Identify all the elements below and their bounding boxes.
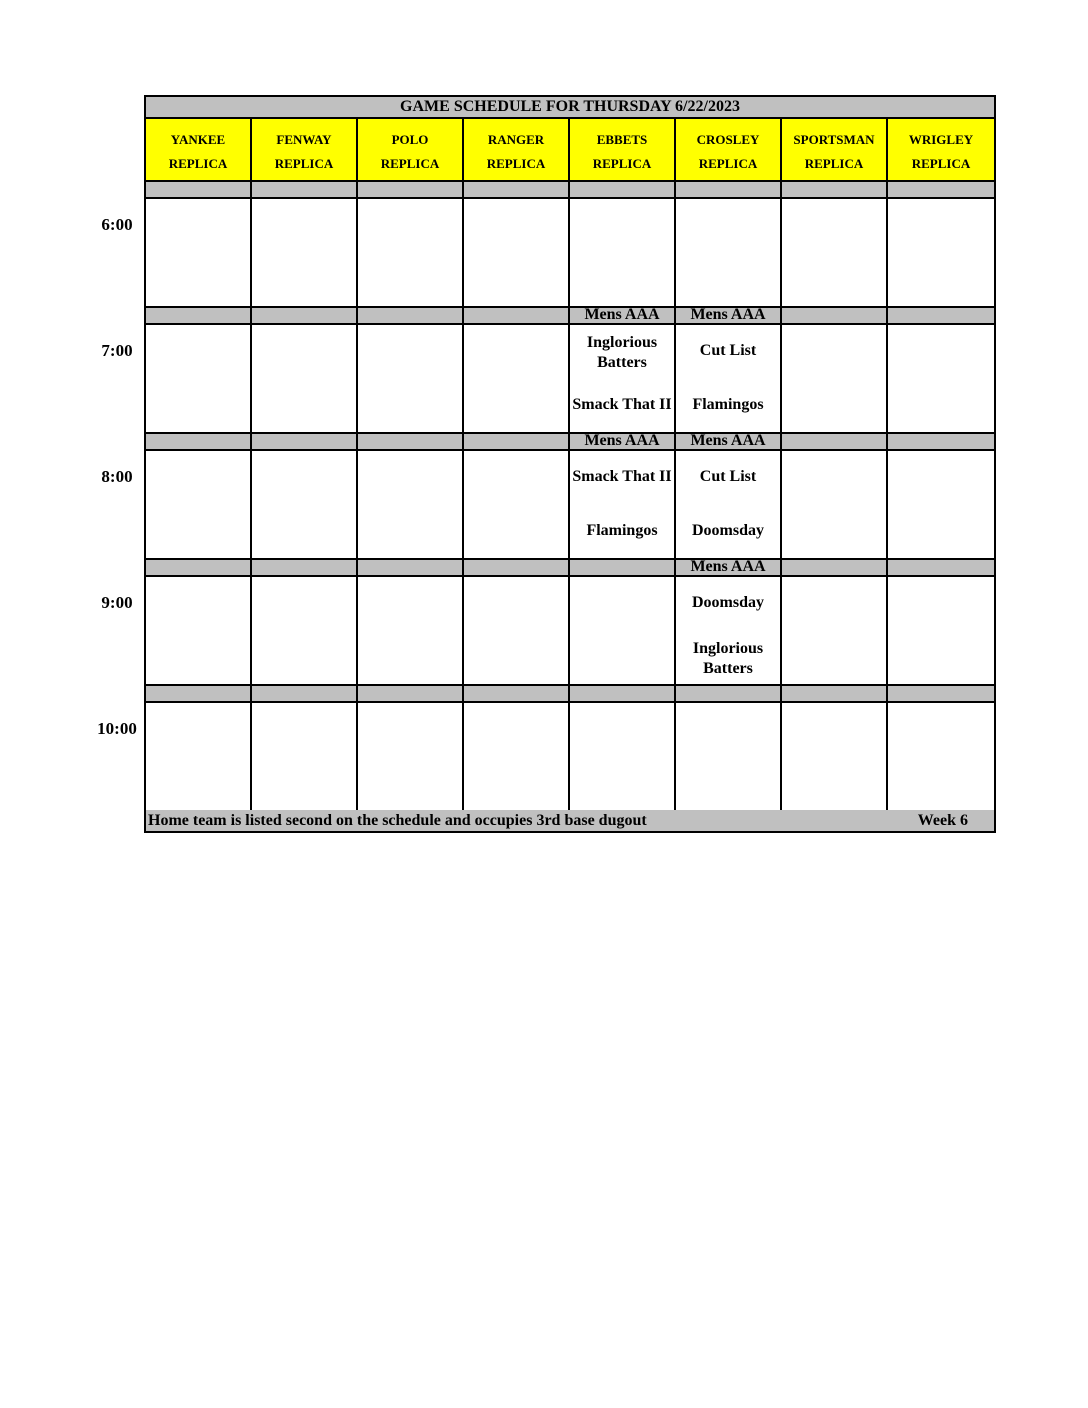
game-cell [252, 451, 358, 560]
game-cell [888, 703, 994, 812]
division-label [888, 182, 994, 199]
schedule-table [144, 95, 996, 833]
away-team: Smack That II [572, 468, 672, 485]
division-label [252, 182, 358, 199]
footer-bar [146, 810, 994, 831]
field-subtitle: REPLICA [698, 156, 758, 171]
division-label [782, 308, 888, 325]
game-cell [570, 325, 676, 434]
division-label [464, 182, 570, 199]
game-cell [252, 703, 358, 812]
division-label [464, 686, 570, 703]
game-cell [146, 703, 252, 812]
division-row [146, 434, 994, 451]
field-name: POLO [391, 132, 429, 147]
game-cell [888, 325, 994, 434]
division-label [888, 308, 994, 325]
field-name: RANGER [487, 132, 545, 147]
field-name: FENWAY [276, 132, 332, 147]
division-label [782, 686, 888, 703]
home-team: Smack That II [572, 396, 672, 413]
division-label [570, 560, 676, 577]
game-cell [570, 703, 676, 812]
division-row [146, 308, 994, 325]
game-cell [676, 325, 782, 434]
game-cell [782, 325, 888, 434]
home-team: Flamingos [586, 522, 658, 539]
field-name: EBBETS [596, 132, 648, 147]
footer-note: Home team is listed second on the schedule and occupies 3rd base dugout [148, 812, 647, 829]
schedule-title: GAME SCHEDULE FOR THURSDAY 6/22/2023 [146, 97, 994, 119]
game-cell [358, 325, 464, 434]
field-subtitle: REPLICA [380, 156, 440, 171]
home-team: Doomsday [691, 522, 764, 539]
away-team: Cut List [699, 342, 757, 359]
game-cell [570, 451, 676, 560]
field-name: CROSLEY [696, 132, 760, 147]
field-header-wrigley [888, 119, 994, 182]
field-header-yankee [146, 119, 252, 182]
game-cell [146, 451, 252, 560]
game-cell [358, 451, 464, 560]
game-cell [676, 451, 782, 560]
field-name: YANKEE [170, 132, 226, 147]
home-team: Flamingos [692, 396, 764, 413]
game-cell [252, 577, 358, 686]
slot-row [146, 577, 994, 686]
division-label [358, 308, 464, 325]
division-label [782, 182, 888, 199]
time-label: 7:00 [101, 341, 133, 360]
slot-row [146, 199, 994, 308]
division-label [146, 560, 252, 577]
game-cell [782, 703, 888, 812]
week-label: Week 6 [917, 812, 968, 829]
field-subtitle: REPLICA [592, 156, 652, 171]
time-label: 6:00 [101, 215, 133, 234]
division-label [252, 686, 358, 703]
away-team: Cut List [699, 468, 757, 485]
division-label: Mens AAA [676, 434, 782, 451]
game-cell [570, 199, 676, 308]
division-label [358, 686, 464, 703]
game-cell [252, 325, 358, 434]
division-label [782, 560, 888, 577]
division-label [358, 560, 464, 577]
division-label [570, 182, 676, 199]
division-label: Mens AAA [570, 434, 676, 451]
field-header-polo [358, 119, 464, 182]
game-cell [464, 451, 570, 560]
division-row [146, 686, 994, 703]
division-label [146, 686, 252, 703]
field-header-crosley [676, 119, 782, 182]
home-team: Inglorious Batters [692, 640, 764, 677]
division-label [464, 308, 570, 325]
division-label [146, 308, 252, 325]
game-cell [358, 199, 464, 308]
field-header-fenway [252, 119, 358, 182]
game-cell [782, 451, 888, 560]
division-label [252, 434, 358, 451]
division-label: Mens AAA [676, 560, 782, 577]
field-subtitle: REPLICA [274, 156, 334, 171]
game-cell [676, 199, 782, 308]
division-label [146, 182, 252, 199]
field-header-row [146, 119, 994, 182]
game-cell [888, 199, 994, 308]
game-cell [464, 703, 570, 812]
game-cell [146, 325, 252, 434]
division-label [146, 434, 252, 451]
division-label [464, 560, 570, 577]
game-cell [464, 577, 570, 686]
division-label [782, 434, 888, 451]
field-subtitle: REPLICA [911, 156, 971, 171]
game-cell [464, 199, 570, 308]
game-cell [888, 451, 994, 560]
field-header-ranger [464, 119, 570, 182]
time-label: 8:00 [101, 467, 133, 486]
division-label [888, 434, 994, 451]
field-header-ebbets [570, 119, 676, 182]
field-subtitle: REPLICA [168, 156, 228, 171]
game-cell [676, 577, 782, 686]
time-label: 10:00 [97, 719, 137, 738]
game-cell [358, 577, 464, 686]
away-team: Inglorious Batters [586, 334, 658, 371]
field-name: WRIGLEY [908, 132, 974, 147]
slot-row [146, 703, 994, 812]
division-label [358, 434, 464, 451]
division-row [146, 560, 994, 577]
time-label: 9:00 [101, 593, 133, 612]
division-label [464, 434, 570, 451]
division-label [252, 308, 358, 325]
field-subtitle: REPLICA [486, 156, 546, 171]
division-label [676, 182, 782, 199]
game-cell [782, 577, 888, 686]
field-name: SPORTSMAN [793, 132, 875, 147]
field-header-sportsman [782, 119, 888, 182]
game-cell [358, 703, 464, 812]
division-label [888, 560, 994, 577]
slot-row [146, 451, 994, 560]
division-label [358, 182, 464, 199]
game-cell [570, 577, 676, 686]
game-cell [888, 577, 994, 686]
division-label [570, 686, 676, 703]
game-cell [252, 199, 358, 308]
game-cell [782, 199, 888, 308]
division-label [676, 686, 782, 703]
division-label: Mens AAA [676, 308, 782, 325]
game-cell [464, 325, 570, 434]
division-label [888, 686, 994, 703]
slot-row [146, 325, 994, 434]
game-cell [146, 199, 252, 308]
game-cell [676, 703, 782, 812]
away-team: Doomsday [691, 594, 764, 611]
division-label [252, 560, 358, 577]
division-row [146, 182, 994, 199]
game-cell [146, 577, 252, 686]
field-subtitle: REPLICA [804, 156, 864, 171]
division-label: Mens AAA [570, 308, 676, 325]
